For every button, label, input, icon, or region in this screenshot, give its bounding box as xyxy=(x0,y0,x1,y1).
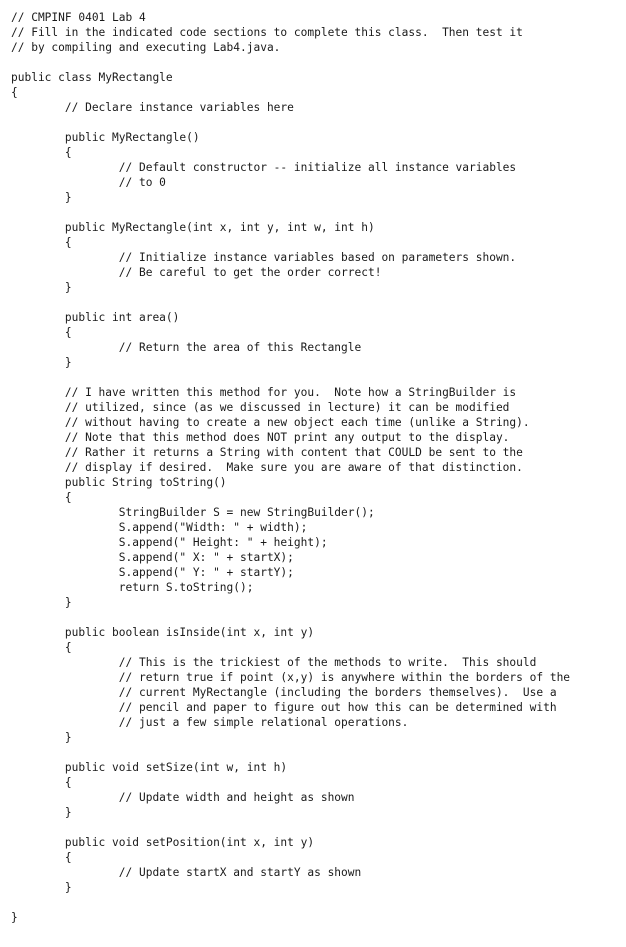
code-line: // Note that this method does NOT print any output to the display. xyxy=(11,431,510,444)
code-line: // current MyRectangle (including the borders themselves). Use a xyxy=(11,686,557,699)
code-line: public class MyRectangle xyxy=(11,71,173,84)
code-line: // pencil and paper to figure out how this can be determined with xyxy=(11,701,557,714)
code-line xyxy=(11,55,570,70)
code-line: // by compiling and executing Lab4.java. xyxy=(11,41,281,54)
code-line: S.append(" Height: " + height); xyxy=(11,536,328,549)
code-line: // CMPINF 0401 Lab 4 xyxy=(11,11,146,24)
code-line: { xyxy=(11,146,72,159)
code-line: StringBuilder S = new StringBuilder(); xyxy=(11,506,375,519)
code-line: // Update width and height as shown xyxy=(11,791,355,804)
code-line: { xyxy=(11,776,72,789)
code-line: // display if desired. Make sure you are aware of that distinction. xyxy=(11,461,523,474)
code-line: public void setPosition(int x, int y) xyxy=(11,836,315,849)
code-listing xyxy=(11,10,570,925)
code-line xyxy=(11,610,570,625)
code-line: } xyxy=(11,731,72,744)
code-line: public void setSize(int w, int h) xyxy=(11,761,288,774)
code-line: // Rather it returns a String with content that COULD be sent to the xyxy=(11,446,523,459)
code-line xyxy=(11,745,570,760)
code-line: return S.toString(); xyxy=(11,581,254,594)
code-line: { xyxy=(11,326,72,339)
code-line: // Return the area of this Rectangle xyxy=(11,341,362,354)
code-line: } xyxy=(11,281,72,294)
code-line: S.append(" X: " + startX); xyxy=(11,551,294,564)
code-line: // I have written this method for you. Note how a StringBuilder is xyxy=(11,386,517,399)
code-line: // utilized, since (as we discussed in lecture) it can be modified xyxy=(11,401,510,414)
code-line: } xyxy=(11,911,18,924)
code-line: // Fill in the indicated code sections to complete this class. Then test it xyxy=(11,26,523,39)
code-line: // Initialize instance variables based on parameters shown. xyxy=(11,251,517,264)
code-line xyxy=(11,205,570,220)
code-line: // This is the trickiest of the methods to write. This should xyxy=(11,656,537,669)
code-line: public MyRectangle() xyxy=(11,131,200,144)
code-line: } xyxy=(11,191,72,204)
code-line: } xyxy=(11,596,72,609)
code-line: S.append("Width: " + width); xyxy=(11,521,308,534)
code-line: // Declare instance variables here xyxy=(11,101,294,114)
code-line: // without having to create a new object each time (unlike a String). xyxy=(11,416,530,429)
code-line: { xyxy=(11,491,72,504)
code-line: // return true if point (x,y) is anywhere within the borders of the xyxy=(11,671,571,684)
code-line: { xyxy=(11,86,18,99)
code-line: public MyRectangle(int x, int y, int w, int h) xyxy=(11,221,375,234)
code-line: public String toString() xyxy=(11,476,227,489)
code-line: // Be careful to get the order correct! xyxy=(11,266,382,279)
code-line: // to 0 xyxy=(11,176,166,189)
code-line: { xyxy=(11,851,72,864)
code-line xyxy=(11,370,570,385)
code-line: { xyxy=(11,641,72,654)
code-line: public boolean isInside(int x, int y) xyxy=(11,626,315,639)
code-line: public int area() xyxy=(11,311,180,324)
code-line xyxy=(11,820,570,835)
code-line: } xyxy=(11,356,72,369)
code-line: { xyxy=(11,236,72,249)
code-line: } xyxy=(11,881,72,894)
code-line xyxy=(11,115,570,130)
code-line: S.append(" Y: " + startY); xyxy=(11,566,294,579)
code-line xyxy=(11,295,570,310)
code-line: // Default constructor -- initialize all instance variables xyxy=(11,161,517,174)
code-line: // Update startX and startY as shown xyxy=(11,866,362,879)
code-line xyxy=(11,895,570,910)
code-line: // just a few simple relational operations. xyxy=(11,716,409,729)
code-line: } xyxy=(11,806,72,819)
